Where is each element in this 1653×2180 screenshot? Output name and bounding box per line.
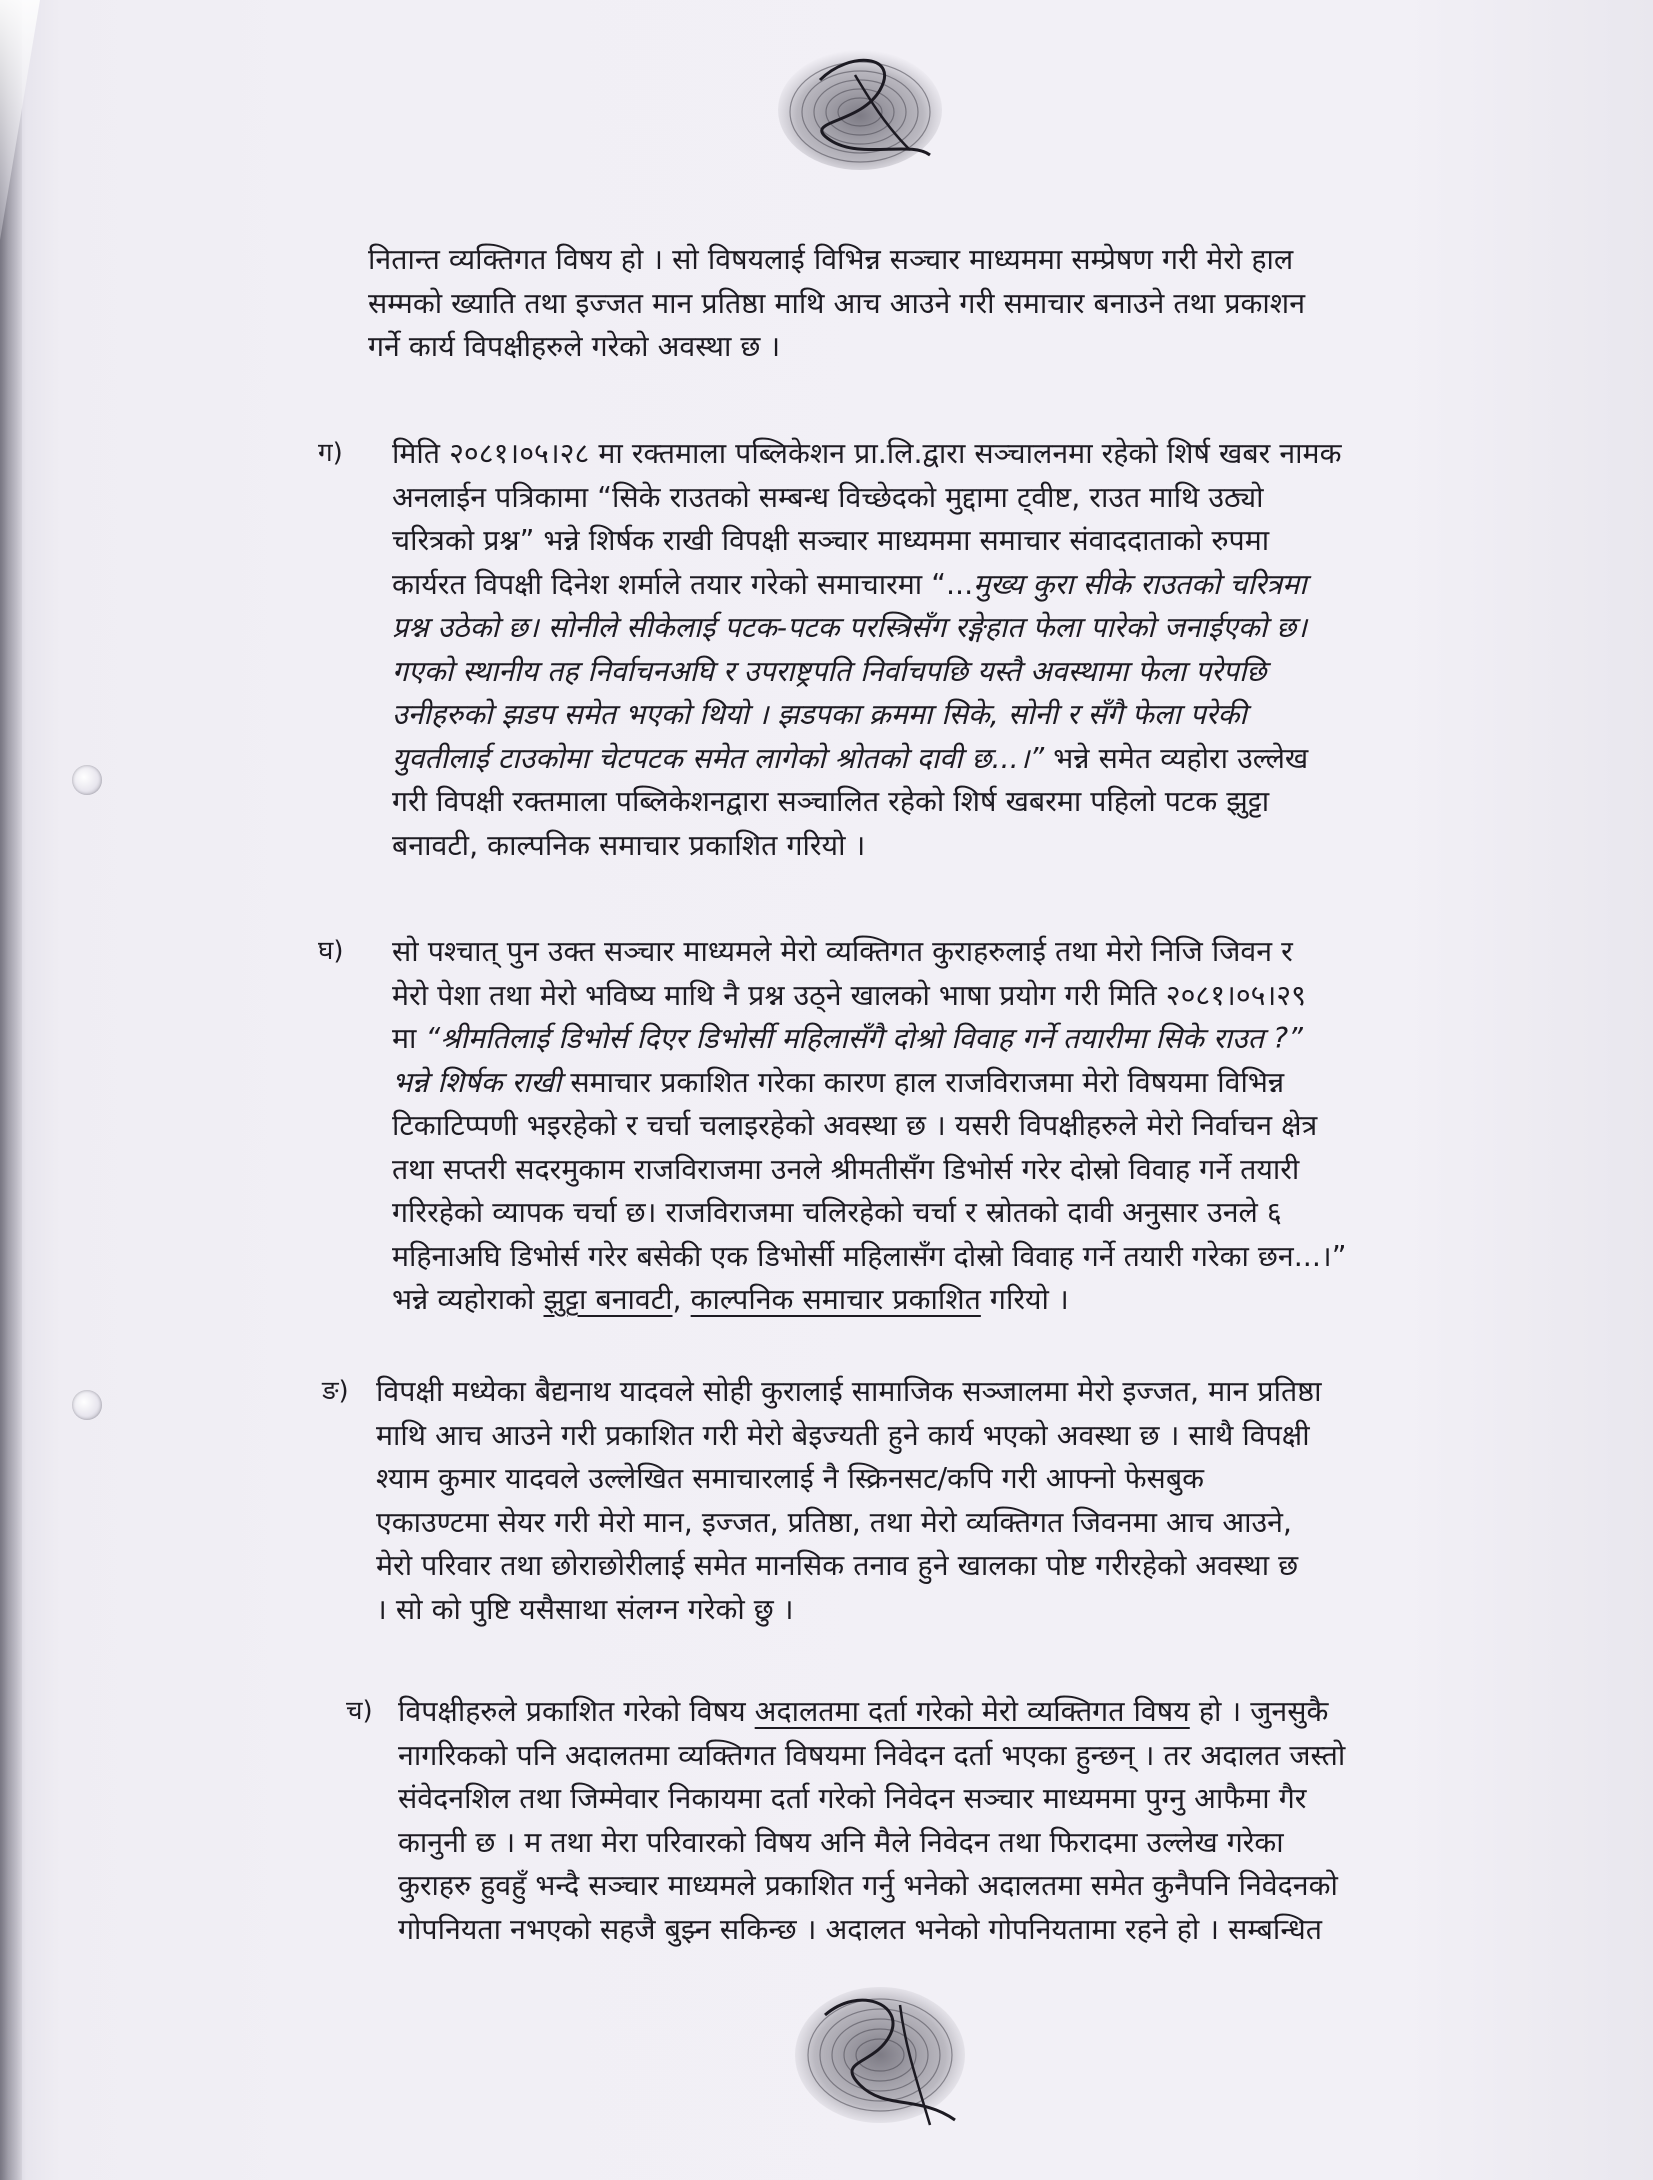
text-run: मा — [392, 1022, 417, 1055]
underlined-text: काल्पनिक समाचार प्रकाशित — [690, 1283, 981, 1316]
text-line: मेरो पेशा तथा मेरो भविष्य माथि नै प्रश्न उठ्ने खालको भाषा प्रयोग गरी मिति २०८१।०५।२९ — [392, 978, 1306, 1012]
text-line: गोपनियता नभएको सहजै बुझ्न सकिन्छ । अदालत भनेको गोपनियतामा रहने हो । सम्बन्धित — [398, 1912, 1322, 1946]
text-line: गरिरहेको व्यापक चर्चा छ। राजविराजमा चलिरहेको चर्चा र स्रोतको दावी अनुसार उनले ६ — [392, 1196, 1282, 1229]
section-ga-marker: ग) — [318, 438, 343, 468]
text-run: समाचार प्रकाशित गरेका कारण हाल राजविराजमा मेरो विषयमा विभिन्न — [570, 1065, 1285, 1099]
thumbprint-signature-bottom — [780, 1975, 990, 2135]
text-run: भन्ने व्यहोराको — [392, 1283, 535, 1316]
text-run: कार्यरत विपक्षी दिनेश शर्माले तयार गरेको समाचारमा “... — [392, 567, 974, 601]
text-line: सम्मको ख्याति तथा इज्जत मान प्रतिष्ठा माथि आच आउने गरी समाचार बनाउने तथा प्रकाशन — [368, 286, 1306, 320]
text-line: नितान्त व्यक्तिगत विषय हो । सो विषयलाई विभिन्न सञ्चार माध्यममा सम्प्रेषण गरी मेरो हाल — [368, 243, 1294, 276]
underlined-text: अदालतमा दर्ता गरेको मेरो व्यक्तिगत विषय — [754, 1695, 1190, 1728]
text-line: विपक्षी मध्येका बैद्यनाथ यादवले सोही कुरालाई सामाजिक सञ्जालमा मेरो इज्जत, मान प्रतिष्ठा — [376, 1375, 1322, 1408]
text-line: मिति २०८१।०५।२८ मा रक्तमाला पब्लिकेशन प्रा.लि.द्वारा सञ्चालनमा रहेको शिर्ष खबर नामक — [392, 437, 1342, 470]
text-line: तथा सप्तरी सदरमुकाम राजविराजमा उनले श्रीमतीसँग डिभोर्स गरेर दोस्रो विवाह गर्ने तयारी — [392, 1152, 1300, 1186]
section-gha-marker: घ) — [318, 936, 344, 966]
text-line: सो पश्चात् पुन उक्त सञ्चार माध्यमले मेरो व्यक्तिगत कुराहरुलाई तथा मेरो निजि जिवन र — [392, 935, 1293, 968]
text-run: विपक्षीहरुले प्रकाशित गरेको विषय — [398, 1695, 746, 1728]
section-nga-marker: ङ) — [322, 1376, 349, 1406]
quoted-text: भन्ने शिर्षक राखी — [392, 1065, 562, 1099]
text-line: गरी विपक्षी रक्तमाला पब्लिकेशनद्वारा सञ्चालित रहेको शिर्ष खबरमा पहिलो पटक झुट्टा — [392, 785, 1270, 818]
quoted-line: प्रश्न उठेको छ। सोनीले सीकेलाई पटक-पटक परस्त्रिसँग रङ्गेहात फेला पारेको जनाईएको छ। — [392, 611, 1307, 644]
text-line: नागरिकको पनि अदालतमा व्यक्तिगत विषयमा निवेदन दर्ता भएका हुन्छन् । तर अदालत जस्तो — [398, 1738, 1346, 1772]
text-line: माथि आच आउने गरी प्रकाशित गरी मेरो बेइज्यती हुने कार्य भएको अवस्था छ । साथै विपक्षी — [376, 1418, 1310, 1452]
text-run: भन्ने समेत व्यहोरा उल्लेख — [1053, 741, 1309, 775]
section-cha-marker: च) — [346, 1696, 373, 1726]
section-cha — [398, 1690, 1345, 1951]
text-line: कुराहरु हुवहुँ भन्दै सञ्चार माध्यमले प्रकाशित गर्नु भनेको अदालतमा समेत कुनैपनि निवेदनको — [398, 1869, 1338, 1902]
quoted-line: उनीहरुको झडप समेत भएको थियो । झडपका क्रममा सिके, सोनी र सँगै फेला परेकी — [392, 698, 1247, 731]
text-line: संवेदनशिल तथा जिम्मेवार निकायमा दर्ता गरेको निवेदन सञ्चार माध्यममा पुग्नु आफैमा गैर — [398, 1782, 1307, 1815]
text-line: मेरो परिवार तथा छोराछोरीलाई समेत मानसिक तनाव हुने खालका पोष्ट गरीरहेको अवस्था छ — [376, 1549, 1299, 1582]
text-line: अनलाईन पत्रिकामा “सिके राउतको सम्बन्ध विच्छेदको मुद्दामा ट्वीष्ट, राउत माथि उठ्यो — [392, 480, 1264, 514]
text-line: कानुनी छ । म तथा मेरा परिवारको विषय अनि मैले निवेदन तथा फिरादमा उल्लेख गरेका — [398, 1825, 1284, 1859]
section-ga — [392, 432, 1342, 867]
text-line: चरित्रको प्रश्न” भन्ने शिर्षक राखी विपक्षी सञ्चार माध्यममा समाचार संवाददाताको रुपमा — [392, 524, 1270, 557]
thumbprint-signature-top — [760, 30, 970, 180]
text-line: एकाउण्टमा सेयर गरी मेरो मान, इज्जत, प्रतिष्ठा, तथा मेरो व्यक्तिगत जिवनमा आच आउने, — [376, 1505, 1292, 1539]
section-gha: सो पश्चात् पुन उक्त सञ्चार माध्यमले मेरो व्यक्तिगत कुराहरुलाई तथा मेरो निजि जिवन र मेरो पेशा तथा मेरो भविष्य माथि नै प्रश्न उठ्ने खालको भाषा प्रयोग गरी मिति २०८१।०५।२९ मा “श्रीमतिलाई डिभोर्स दिएर डिभोर्सी महिलासँगै दोश्रो विवाह गर्ने तयारीमा सिके राउत ?” भन्ने शिर्षक राखी समाचार प्रकाशित गरेका कारण हाल राजविराजमा मेरो विषयमा विभिन्न टिकाटिप्पणी भइरहेको र चर्चा चलाइरहेको अवस्था छ । यसरी विपक्षीहरुले मेरो निर्वाचन क्षेत्र तथा सप्तरी सदरमुकाम राजविराजमा उनले श्रीमतीसँग डिभोर्स गरेर दोस्रो विवाह गर्ने तयारी गरिरहेको व्यापक चर्चा छ। राजविराजमा चलिरहेको चर्चा र स्रोतको दावी अनुसार उनले ६ महिनाअघि डिभोर्स गरेर बसेकी एक डिभोर्सी महिलासँग दोस्रो विवाह गर्ने तयारी गरेका छन...।” भन्ने व्यहोराको झुट्टा बनावटी, काल्पनिक समाचार प्रकाशित गरियो । — [392, 930, 1346, 1322]
quoted-line: गएको स्थानीय तह निर्वाचनअघि र उपराष्ट्रपति निर्वाचपछि यस्तै अवस्थामा फेला परेपछि — [392, 654, 1267, 688]
text-line: टिकाटिप्पणी भइरहेको र चर्चा चलाइरहेको अवस्था छ । यसरी विपक्षीहरुले मेरो निर्वाचन क्षेत्र — [392, 1109, 1318, 1142]
punch-hole-top — [72, 765, 102, 795]
text-line: । सो को पुष्टि यसैसाथा संलग्न गरेको छु । — [376, 1592, 794, 1626]
text-line: बनावटी, काल्पनिक समाचार प्रकाशित गरियो । — [392, 828, 866, 862]
page-edge-shadow — [0, 0, 22, 2180]
text-line — [392, 563, 1342, 607]
quoted-text: मुख्य कुरा सीके राउतको चरित्रमा — [973, 567, 1307, 601]
text-line: गर्ने कार्य विपक्षीहरुले गरेको अवस्था छ । — [368, 330, 781, 363]
text-line: श्याम कुमार यादवले उल्लेखित समाचारलाई नै स्क्रिनसट/कपि गरी आफ्नो फेसबुक — [376, 1462, 1204, 1495]
continuation-paragraph — [368, 238, 1305, 369]
headline-quote: “श्रीमतिलाई डिभोर्स दिएर डिभोर्सी महिलासँगै दोश्रो विवाह गर्ने तयारीमा सिके राउत ?” — [425, 1022, 1303, 1055]
text-run: हो । जुनसुकै — [1198, 1695, 1329, 1728]
section-nga — [376, 1370, 1321, 1631]
text-run: गरियो । — [989, 1283, 1069, 1316]
quoted-text: युवतीलाई टाउकोमा चेटपटक समेत लागेको श्रोतको दावी छ...।” — [392, 741, 1045, 775]
underlined-text: झुट्टा बनावटी — [543, 1283, 673, 1316]
text-line: महिनाअघि डिभोर्स गरेर बसेकी एक डिभोर्सी महिलासँग दोस्रो विवाह गर्ने तयारी गरेका छन...।” — [392, 1239, 1347, 1273]
punch-hole-bottom — [72, 1390, 102, 1420]
